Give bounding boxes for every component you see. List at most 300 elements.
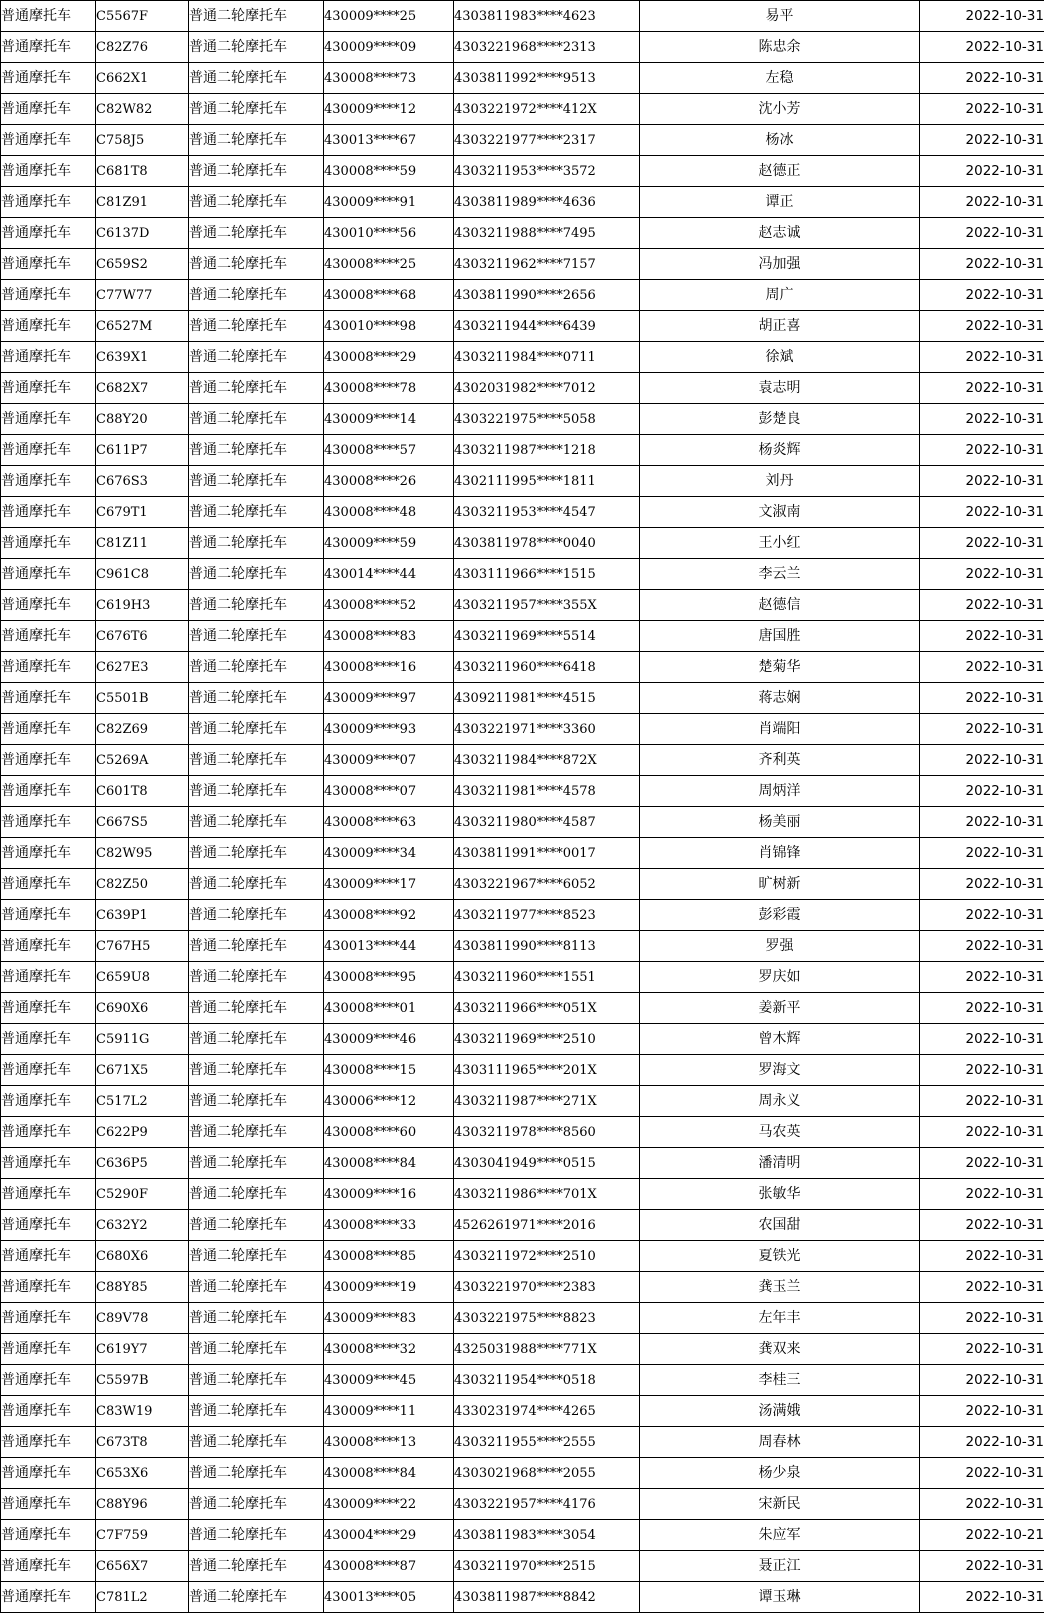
- certificate-number-cell: 430008****25: [324, 249, 454, 280]
- vehicle-class-cell: 普通二轮摩托车: [189, 1520, 324, 1551]
- certificate-number-cell: 430014****44: [324, 559, 454, 590]
- table-row: [1, 1117, 1044, 1148]
- plate-number-cell: C5597B: [96, 1365, 189, 1396]
- plate-number-cell: C81Z91: [96, 187, 189, 218]
- owner-name-cell: 赵志诚: [640, 218, 920, 249]
- vehicle-class-cell: 普通二轮摩托车: [189, 559, 324, 590]
- table-row: [1, 1303, 1044, 1334]
- vehicle-type-cell: 普通摩托车: [1, 435, 96, 466]
- date-cell: 2022-10-31: [920, 1179, 1044, 1210]
- certificate-number-cell: 430009****22: [324, 1489, 454, 1520]
- owner-name-cell: 周炳洋: [640, 776, 920, 807]
- vehicle-class-cell: 普通二轮摩托车: [189, 435, 324, 466]
- owner-name-cell: 杨美丽: [640, 807, 920, 838]
- vehicle-class-cell: 普通二轮摩托车: [189, 1024, 324, 1055]
- id-number-cell: 4303211984****872X: [454, 745, 640, 776]
- certificate-number-cell: 430009****14: [324, 404, 454, 435]
- table-row: [1, 590, 1044, 621]
- date-cell: 2022-10-31: [920, 590, 1044, 621]
- table-row: [1, 249, 1044, 280]
- plate-number-cell: C961C8: [96, 559, 189, 590]
- vehicle-type-cell: 普通摩托车: [1, 993, 96, 1024]
- certificate-number-cell: 430009****19: [324, 1272, 454, 1303]
- vehicle-class-cell: 普通二轮摩托车: [189, 1117, 324, 1148]
- date-cell: 2022-10-31: [920, 900, 1044, 931]
- owner-name-cell: 袁志明: [640, 373, 920, 404]
- id-number-cell: 4330231974****4265: [454, 1396, 640, 1427]
- table-row: [1, 1179, 1044, 1210]
- certificate-number-cell: 430009****97: [324, 683, 454, 714]
- table-row: [1, 1210, 1044, 1241]
- owner-name-cell: 张敏华: [640, 1179, 920, 1210]
- plate-number-cell: C88Y96: [96, 1489, 189, 1520]
- owner-name-cell: 齐利英: [640, 745, 920, 776]
- owner-name-cell: 彭楚良: [640, 404, 920, 435]
- records-body: [1, 1, 1044, 1613]
- certificate-number-cell: 430008****48: [324, 497, 454, 528]
- plate-number-cell: C82Z50: [96, 869, 189, 900]
- date-cell: 2022-10-31: [920, 404, 1044, 435]
- certificate-number-cell: 430009****46: [324, 1024, 454, 1055]
- table-row: [1, 714, 1044, 745]
- vehicle-class-cell: 普通二轮摩托车: [189, 280, 324, 311]
- vehicle-class-cell: 普通二轮摩托车: [189, 156, 324, 187]
- vehicle-class-cell: 普通二轮摩托车: [189, 652, 324, 683]
- date-cell: 2022-10-31: [920, 311, 1044, 342]
- date-cell: 2022-10-31: [920, 435, 1044, 466]
- id-number-cell: 4303221975****8823: [454, 1303, 640, 1334]
- plate-number-cell: C622P9: [96, 1117, 189, 1148]
- certificate-number-cell: 430009****59: [324, 528, 454, 559]
- owner-name-cell: 赵德正: [640, 156, 920, 187]
- id-number-cell: 4303211966****051X: [454, 993, 640, 1024]
- owner-name-cell: 龚玉兰: [640, 1272, 920, 1303]
- date-cell: 2022-10-31: [920, 1489, 1044, 1520]
- id-number-cell: 4303211972****2510: [454, 1241, 640, 1272]
- owner-name-cell: 潘清明: [640, 1148, 920, 1179]
- vehicle-class-cell: 普通二轮摩托车: [189, 900, 324, 931]
- date-cell: 2022-10-31: [920, 218, 1044, 249]
- owner-name-cell: 文淑南: [640, 497, 920, 528]
- vehicle-class-cell: 普通二轮摩托车: [189, 590, 324, 621]
- certificate-number-cell: 430009****09: [324, 32, 454, 63]
- id-number-cell: 4303211981****4578: [454, 776, 640, 807]
- plate-number-cell: C82Z76: [96, 32, 189, 63]
- certificate-number-cell: 430013****44: [324, 931, 454, 962]
- owner-name-cell: 罗海文: [640, 1055, 920, 1086]
- plate-number-cell: C83W19: [96, 1396, 189, 1427]
- owner-name-cell: 赵德信: [640, 590, 920, 621]
- table-row: [1, 373, 1044, 404]
- date-cell: 2022-10-31: [920, 63, 1044, 94]
- plate-number-cell: C671X5: [96, 1055, 189, 1086]
- id-number-cell: 4303211957****355X: [454, 590, 640, 621]
- table-row: [1, 1458, 1044, 1489]
- table-row: [1, 1, 1044, 32]
- plate-number-cell: C679T1: [96, 497, 189, 528]
- vehicle-type-cell: 普通摩托车: [1, 1458, 96, 1489]
- table-row: [1, 94, 1044, 125]
- vehicle-class-cell: 普通二轮摩托车: [189, 497, 324, 528]
- vehicle-type-cell: 普通摩托车: [1, 125, 96, 156]
- owner-name-cell: 周春林: [640, 1427, 920, 1458]
- date-cell: 2022-10-31: [920, 280, 1044, 311]
- table-row: [1, 466, 1044, 497]
- vehicle-class-cell: 普通二轮摩托车: [189, 1489, 324, 1520]
- certificate-number-cell: 430009****17: [324, 869, 454, 900]
- vehicle-type-cell: 普通摩托车: [1, 1179, 96, 1210]
- certificate-number-cell: 430006****12: [324, 1086, 454, 1117]
- plate-number-cell: C676T6: [96, 621, 189, 652]
- plate-number-cell: C639X1: [96, 342, 189, 373]
- id-number-cell: 4303811990****8113: [454, 931, 640, 962]
- owner-name-cell: 冯加强: [640, 249, 920, 280]
- owner-name-cell: 杨冰: [640, 125, 920, 156]
- id-number-cell: 4303221970****2383: [454, 1272, 640, 1303]
- id-number-cell: 4303211970****2515: [454, 1551, 640, 1582]
- certificate-number-cell: 430009****34: [324, 838, 454, 869]
- vehicle-class-cell: 普通二轮摩托车: [189, 466, 324, 497]
- plate-number-cell: C656X7: [96, 1551, 189, 1582]
- certificate-number-cell: 430009****12: [324, 94, 454, 125]
- date-cell: 2022-10-31: [920, 962, 1044, 993]
- vehicle-class-cell: 普通二轮摩托车: [189, 63, 324, 94]
- id-number-cell: 4303811983****4623: [454, 1, 640, 32]
- owner-name-cell: 左年丰: [640, 1303, 920, 1334]
- table-row: [1, 1272, 1044, 1303]
- date-cell: 2022-10-31: [920, 993, 1044, 1024]
- id-number-cell: 4303211955****2555: [454, 1427, 640, 1458]
- vehicle-class-cell: 普通二轮摩托车: [189, 187, 324, 218]
- owner-name-cell: 旷树新: [640, 869, 920, 900]
- id-number-cell: 4303211980****4587: [454, 807, 640, 838]
- table-row: [1, 280, 1044, 311]
- owner-name-cell: 聂正江: [640, 1551, 920, 1582]
- certificate-number-cell: 430008****95: [324, 962, 454, 993]
- date-cell: 2022-10-31: [920, 32, 1044, 63]
- owner-name-cell: 李桂三: [640, 1365, 920, 1396]
- owner-name-cell: 陈忠余: [640, 32, 920, 63]
- plate-number-cell: C611P7: [96, 435, 189, 466]
- vehicle-class-cell: 普通二轮摩托车: [189, 125, 324, 156]
- id-number-cell: 4303221977****2317: [454, 125, 640, 156]
- owner-name-cell: 左稳: [640, 63, 920, 94]
- id-number-cell: 4303211944****6439: [454, 311, 640, 342]
- id-number-cell: 4303211988****7495: [454, 218, 640, 249]
- plate-number-cell: C680X6: [96, 1241, 189, 1272]
- table-row: [1, 993, 1044, 1024]
- id-number-cell: 4303211984****0711: [454, 342, 640, 373]
- id-number-cell: 4303211953****4547: [454, 497, 640, 528]
- owner-name-cell: 彭彩霞: [640, 900, 920, 931]
- vehicle-type-cell: 普通摩托车: [1, 1210, 96, 1241]
- certificate-number-cell: 430008****92: [324, 900, 454, 931]
- vehicle-type-cell: 普通摩托车: [1, 63, 96, 94]
- table-row: [1, 497, 1044, 528]
- vehicle-type-cell: 普通摩托车: [1, 1024, 96, 1055]
- certificate-number-cell: 430008****78: [324, 373, 454, 404]
- certificate-number-cell: 430013****67: [324, 125, 454, 156]
- vehicle-type-cell: 普通摩托车: [1, 1551, 96, 1582]
- certificate-number-cell: 430008****85: [324, 1241, 454, 1272]
- table-row: [1, 1489, 1044, 1520]
- vehicle-type-cell: 普通摩托车: [1, 652, 96, 683]
- date-cell: 2022-10-31: [920, 1117, 1044, 1148]
- table-row: [1, 1055, 1044, 1086]
- id-number-cell: 4303211986****701X: [454, 1179, 640, 1210]
- plate-number-cell: C601T8: [96, 776, 189, 807]
- vehicle-type-cell: 普通摩托车: [1, 1489, 96, 1520]
- vehicle-type-cell: 普通摩托车: [1, 1303, 96, 1334]
- id-number-cell: 4303211969****5514: [454, 621, 640, 652]
- vehicle-class-cell: 普通二轮摩托车: [189, 1458, 324, 1489]
- certificate-number-cell: 430008****68: [324, 280, 454, 311]
- vehicle-type-cell: 普通摩托车: [1, 1, 96, 32]
- id-number-cell: 4303211987****271X: [454, 1086, 640, 1117]
- vehicle-class-cell: 普通二轮摩托车: [189, 1, 324, 32]
- vehicle-type-cell: 普通摩托车: [1, 1241, 96, 1272]
- table-row: [1, 187, 1044, 218]
- table-row: [1, 311, 1044, 342]
- plate-number-cell: C659S2: [96, 249, 189, 280]
- id-number-cell: 4303211987****1218: [454, 435, 640, 466]
- date-cell: 2022-10-31: [920, 869, 1044, 900]
- plate-number-cell: C636P5: [96, 1148, 189, 1179]
- plate-number-cell: C662X1: [96, 63, 189, 94]
- vehicle-type-cell: 普通摩托车: [1, 342, 96, 373]
- certificate-number-cell: 430008****32: [324, 1334, 454, 1365]
- owner-name-cell: 夏铁光: [640, 1241, 920, 1272]
- vehicle-type-cell: 普通摩托车: [1, 714, 96, 745]
- date-cell: 2022-10-31: [920, 559, 1044, 590]
- owner-name-cell: 谭玉琳: [640, 1582, 920, 1613]
- table-row: [1, 1427, 1044, 1458]
- date-cell: 2022-10-31: [920, 156, 1044, 187]
- certificate-number-cell: 430010****56: [324, 218, 454, 249]
- table-row: [1, 962, 1044, 993]
- certificate-number-cell: 430008****52: [324, 590, 454, 621]
- plate-number-cell: C758J5: [96, 125, 189, 156]
- certificate-number-cell: 430009****25: [324, 1, 454, 32]
- id-number-cell: 4303811978****0040: [454, 528, 640, 559]
- date-cell: 2022-10-31: [920, 1241, 1044, 1272]
- plate-number-cell: C82W95: [96, 838, 189, 869]
- table-row: [1, 404, 1044, 435]
- owner-name-cell: 肖端阳: [640, 714, 920, 745]
- table-row: [1, 125, 1044, 156]
- id-number-cell: 4303111966****1515: [454, 559, 640, 590]
- table-row: [1, 745, 1044, 776]
- plate-number-cell: C89V78: [96, 1303, 189, 1334]
- plate-number-cell: C7F759: [96, 1520, 189, 1551]
- vehicle-type-cell: 普通摩托车: [1, 404, 96, 435]
- table-row: [1, 683, 1044, 714]
- vehicle-class-cell: 普通二轮摩托车: [189, 838, 324, 869]
- vehicle-class-cell: 普通二轮摩托车: [189, 931, 324, 962]
- table-row: [1, 1334, 1044, 1365]
- plate-number-cell: C5290F: [96, 1179, 189, 1210]
- vehicle-class-cell: 普通二轮摩托车: [189, 1055, 324, 1086]
- date-cell: 2022-10-31: [920, 1272, 1044, 1303]
- id-number-cell: 4303221967****6052: [454, 869, 640, 900]
- plate-number-cell: C88Y85: [96, 1272, 189, 1303]
- id-number-cell: 4325031988****771X: [454, 1334, 640, 1365]
- vehicle-type-cell: 普通摩托车: [1, 1365, 96, 1396]
- vehicle-class-cell: 普通二轮摩托车: [189, 342, 324, 373]
- vehicle-type-cell: 普通摩托车: [1, 218, 96, 249]
- owner-name-cell: 沈小芳: [640, 94, 920, 125]
- vehicle-type-cell: 普通摩托车: [1, 1086, 96, 1117]
- id-number-cell: 4302111995****1811: [454, 466, 640, 497]
- vehicle-type-cell: 普通摩托车: [1, 32, 96, 63]
- vehicle-type-cell: 普通摩托车: [1, 466, 96, 497]
- certificate-number-cell: 430009****93: [324, 714, 454, 745]
- plate-number-cell: C673T8: [96, 1427, 189, 1458]
- date-cell: 2022-10-31: [920, 187, 1044, 218]
- owner-name-cell: 宋新民: [640, 1489, 920, 1520]
- vehicle-type-cell: 普通摩托车: [1, 869, 96, 900]
- vehicle-class-cell: 普通二轮摩托车: [189, 962, 324, 993]
- vehicle-class-cell: 普通二轮摩托车: [189, 683, 324, 714]
- plate-number-cell: C676S3: [96, 466, 189, 497]
- vehicle-class-cell: 普通二轮摩托车: [189, 311, 324, 342]
- id-number-cell: 4303221972****412X: [454, 94, 640, 125]
- vehicle-type-cell: 普通摩托车: [1, 621, 96, 652]
- owner-name-cell: 罗强: [640, 931, 920, 962]
- vehicle-type-cell: 普通摩托车: [1, 187, 96, 218]
- owner-name-cell: 杨炎辉: [640, 435, 920, 466]
- vehicle-class-cell: 普通二轮摩托车: [189, 869, 324, 900]
- table-row: [1, 900, 1044, 931]
- date-cell: 2022-10-31: [920, 807, 1044, 838]
- vehicle-type-cell: 普通摩托车: [1, 559, 96, 590]
- table-row: [1, 807, 1044, 838]
- owner-name-cell: 李云兰: [640, 559, 920, 590]
- date-cell: 2022-10-31: [920, 931, 1044, 962]
- certificate-number-cell: 430010****98: [324, 311, 454, 342]
- id-number-cell: 4303041949****0515: [454, 1148, 640, 1179]
- vehicle-class-cell: 普通二轮摩托车: [189, 1365, 324, 1396]
- owner-name-cell: 龚双来: [640, 1334, 920, 1365]
- certificate-number-cell: 430008****29: [324, 342, 454, 373]
- id-number-cell: 4303221971****3360: [454, 714, 640, 745]
- certificate-number-cell: 430009****16: [324, 1179, 454, 1210]
- date-cell: 2022-10-31: [920, 1210, 1044, 1241]
- date-cell: 2022-10-31: [920, 1458, 1044, 1489]
- certificate-number-cell: 430009****91: [324, 187, 454, 218]
- vehicle-class-cell: 普通二轮摩托车: [189, 1148, 324, 1179]
- table-row: [1, 621, 1044, 652]
- table-row: [1, 931, 1044, 962]
- table-row: [1, 559, 1044, 590]
- owner-name-cell: 周永义: [640, 1086, 920, 1117]
- vehicle-type-cell: 普通摩托车: [1, 776, 96, 807]
- table-row: [1, 1086, 1044, 1117]
- date-cell: 2022-10-31: [920, 745, 1044, 776]
- vehicle-class-cell: 普通二轮摩托车: [189, 1272, 324, 1303]
- owner-name-cell: 马农英: [640, 1117, 920, 1148]
- id-number-cell: 4303111965****201X: [454, 1055, 640, 1086]
- owner-name-cell: 王小红: [640, 528, 920, 559]
- vehicle-class-cell: 普通二轮摩托车: [189, 94, 324, 125]
- vehicle-type-cell: 普通摩托车: [1, 1272, 96, 1303]
- date-cell: 2022-10-31: [920, 1055, 1044, 1086]
- owner-name-cell: 刘丹: [640, 466, 920, 497]
- certificate-number-cell: 430008****73: [324, 63, 454, 94]
- vehicle-type-cell: 普通摩托车: [1, 280, 96, 311]
- plate-number-cell: C682X7: [96, 373, 189, 404]
- id-number-cell: 4303211960****6418: [454, 652, 640, 683]
- table-row: [1, 1551, 1044, 1582]
- certificate-number-cell: 430009****83: [324, 1303, 454, 1334]
- certificate-number-cell: 430008****59: [324, 156, 454, 187]
- owner-name-cell: 肖锦锋: [640, 838, 920, 869]
- certificate-number-cell: 430004****29: [324, 1520, 454, 1551]
- plate-number-cell: C81Z11: [96, 528, 189, 559]
- id-number-cell: 4303811987****8842: [454, 1582, 640, 1613]
- certificate-number-cell: 430008****87: [324, 1551, 454, 1582]
- date-cell: 2022-10-31: [920, 125, 1044, 156]
- date-cell: 2022-10-31: [920, 838, 1044, 869]
- id-number-cell: 4303221968****2313: [454, 32, 640, 63]
- vehicle-type-cell: 普通摩托车: [1, 1334, 96, 1365]
- vehicle-class-cell: 普通二轮摩托车: [189, 218, 324, 249]
- vehicle-type-cell: 普通摩托车: [1, 1520, 96, 1551]
- date-cell: 2022-10-31: [920, 1303, 1044, 1334]
- certificate-number-cell: 430008****07: [324, 776, 454, 807]
- table-row: [1, 838, 1044, 869]
- vehicle-class-cell: 普通二轮摩托车: [189, 32, 324, 63]
- vehicle-type-cell: 普通摩托车: [1, 1396, 96, 1427]
- id-number-cell: 4309211981****4515: [454, 683, 640, 714]
- vehicle-type-cell: 普通摩托车: [1, 1582, 96, 1613]
- table-row: [1, 1365, 1044, 1396]
- date-cell: 2022-10-31: [920, 652, 1044, 683]
- vehicle-type-cell: 普通摩托车: [1, 1427, 96, 1458]
- plate-number-cell: C6527M: [96, 311, 189, 342]
- plate-number-cell: C767H5: [96, 931, 189, 962]
- vehicle-type-cell: 普通摩托车: [1, 311, 96, 342]
- table-row: [1, 63, 1044, 94]
- certificate-number-cell: 430013****05: [324, 1582, 454, 1613]
- owner-name-cell: 楚菊华: [640, 652, 920, 683]
- date-cell: 2022-10-31: [920, 1427, 1044, 1458]
- id-number-cell: 4303811991****0017: [454, 838, 640, 869]
- table-row: [1, 32, 1044, 63]
- plate-number-cell: C667S5: [96, 807, 189, 838]
- plate-number-cell: C619H3: [96, 590, 189, 621]
- plate-number-cell: C627E3: [96, 652, 189, 683]
- plate-number-cell: C77W77: [96, 280, 189, 311]
- table-row: [1, 1582, 1044, 1613]
- id-number-cell: 4526261971****2016: [454, 1210, 640, 1241]
- table-row: [1, 342, 1044, 373]
- table-row: [1, 1024, 1044, 1055]
- table-row: [1, 435, 1044, 466]
- date-cell: 2022-10-31: [920, 683, 1044, 714]
- vehicle-class-cell: 普通二轮摩托车: [189, 1582, 324, 1613]
- vehicle-class-cell: 普通二轮摩托车: [189, 249, 324, 280]
- owner-name-cell: 姜新平: [640, 993, 920, 1024]
- table-row: [1, 218, 1044, 249]
- date-cell: 2022-10-31: [920, 1582, 1044, 1613]
- vehicle-class-cell: 普通二轮摩托车: [189, 1334, 324, 1365]
- vehicle-class-cell: 普通二轮摩托车: [189, 1551, 324, 1582]
- plate-number-cell: C5911G: [96, 1024, 189, 1055]
- vehicle-type-cell: 普通摩托车: [1, 745, 96, 776]
- date-cell: 2022-10-31: [920, 1396, 1044, 1427]
- date-cell: 2022-10-31: [920, 1148, 1044, 1179]
